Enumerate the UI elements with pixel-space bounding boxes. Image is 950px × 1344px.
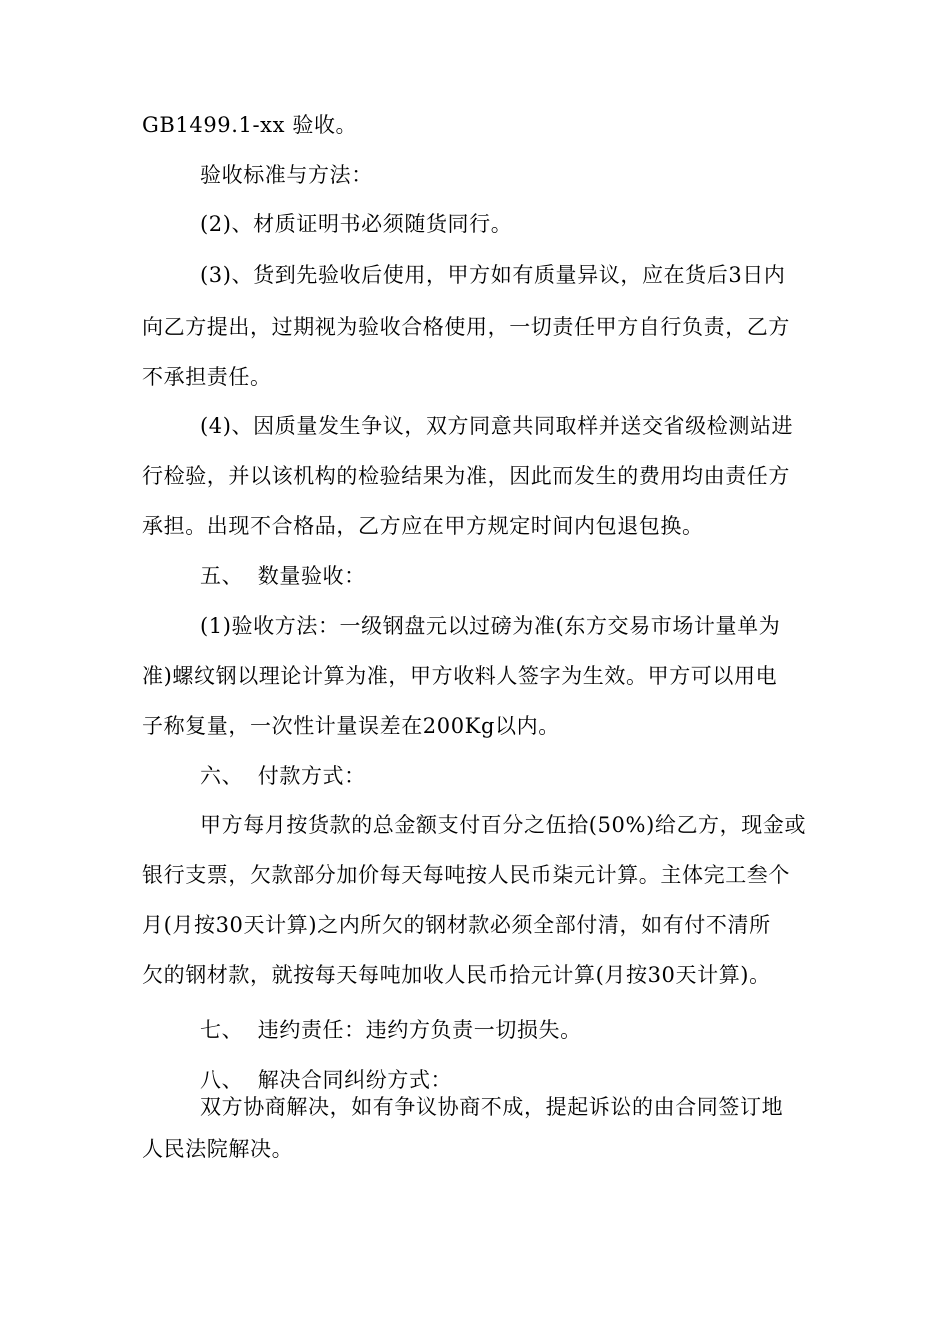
text-line: 不承担责任。 bbox=[142, 365, 272, 389]
text-line: 月(月按30天计算)之内所欠的钢材款必须全部付清，如有付不清所 bbox=[142, 913, 771, 937]
text-line: 行检验，并以该机构的检验结果为准，因此而发生的费用均由责任方 bbox=[142, 464, 790, 488]
section-heading: 八、 解决合同纠纷方式： bbox=[200, 1068, 453, 1092]
text-line: 双方协商解决，如有争议协商不成，提起诉讼的由合同签订地 bbox=[200, 1095, 784, 1119]
text-line: 子称复量，一次性计量误差在200Kg以内。 bbox=[142, 714, 560, 738]
text-line: GB1499.1-xx 验收。 bbox=[142, 113, 358, 137]
text-line: 准)螺纹钢以理论计算为准，甲方收料人签字为生效。甲方可以用电 bbox=[142, 664, 778, 688]
section-heading: 七、 违约责任：违约方负责一切损失。 bbox=[200, 1018, 582, 1042]
text-line: 银行支票，欠款部分加价每天每吨按人民币柒元计算。主体完工叁个 bbox=[142, 863, 790, 887]
text-line: 欠的钢材款，就按每天每吨加收人民币拾元计算(月按30天计算)。 bbox=[142, 963, 771, 987]
section-heading: 五、 数量验收： bbox=[200, 564, 366, 588]
text-line: 甲方每月按货款的总金额支付百分之伍拾(50%)给乙方，现金或 bbox=[200, 813, 807, 837]
text-line: (1)验收方法：一级钢盘元以过磅为准(东方交易市场计量单为 bbox=[200, 614, 781, 638]
text-line: 向乙方提出，过期视为验收合格使用，一切责任甲方自行负责，乙方 bbox=[142, 315, 790, 339]
text-line: 承担。出现不合格品，乙方应在甲方规定时间内包退包换。 bbox=[142, 514, 704, 538]
text-line: (4)、因质量发生争议，双方同意共同取样并送交省级检测站进 bbox=[200, 414, 794, 438]
text-line: (3)、货到先验收后使用，甲方如有质量异议，应在货后3日内 bbox=[200, 263, 786, 287]
text-line: 人民法院解决。 bbox=[142, 1137, 294, 1161]
text-line: 验收标准与方法： bbox=[200, 163, 373, 187]
text-line: (2)、材质证明书必须随货同行。 bbox=[200, 212, 513, 236]
section-heading: 六、 付款方式： bbox=[200, 764, 366, 788]
